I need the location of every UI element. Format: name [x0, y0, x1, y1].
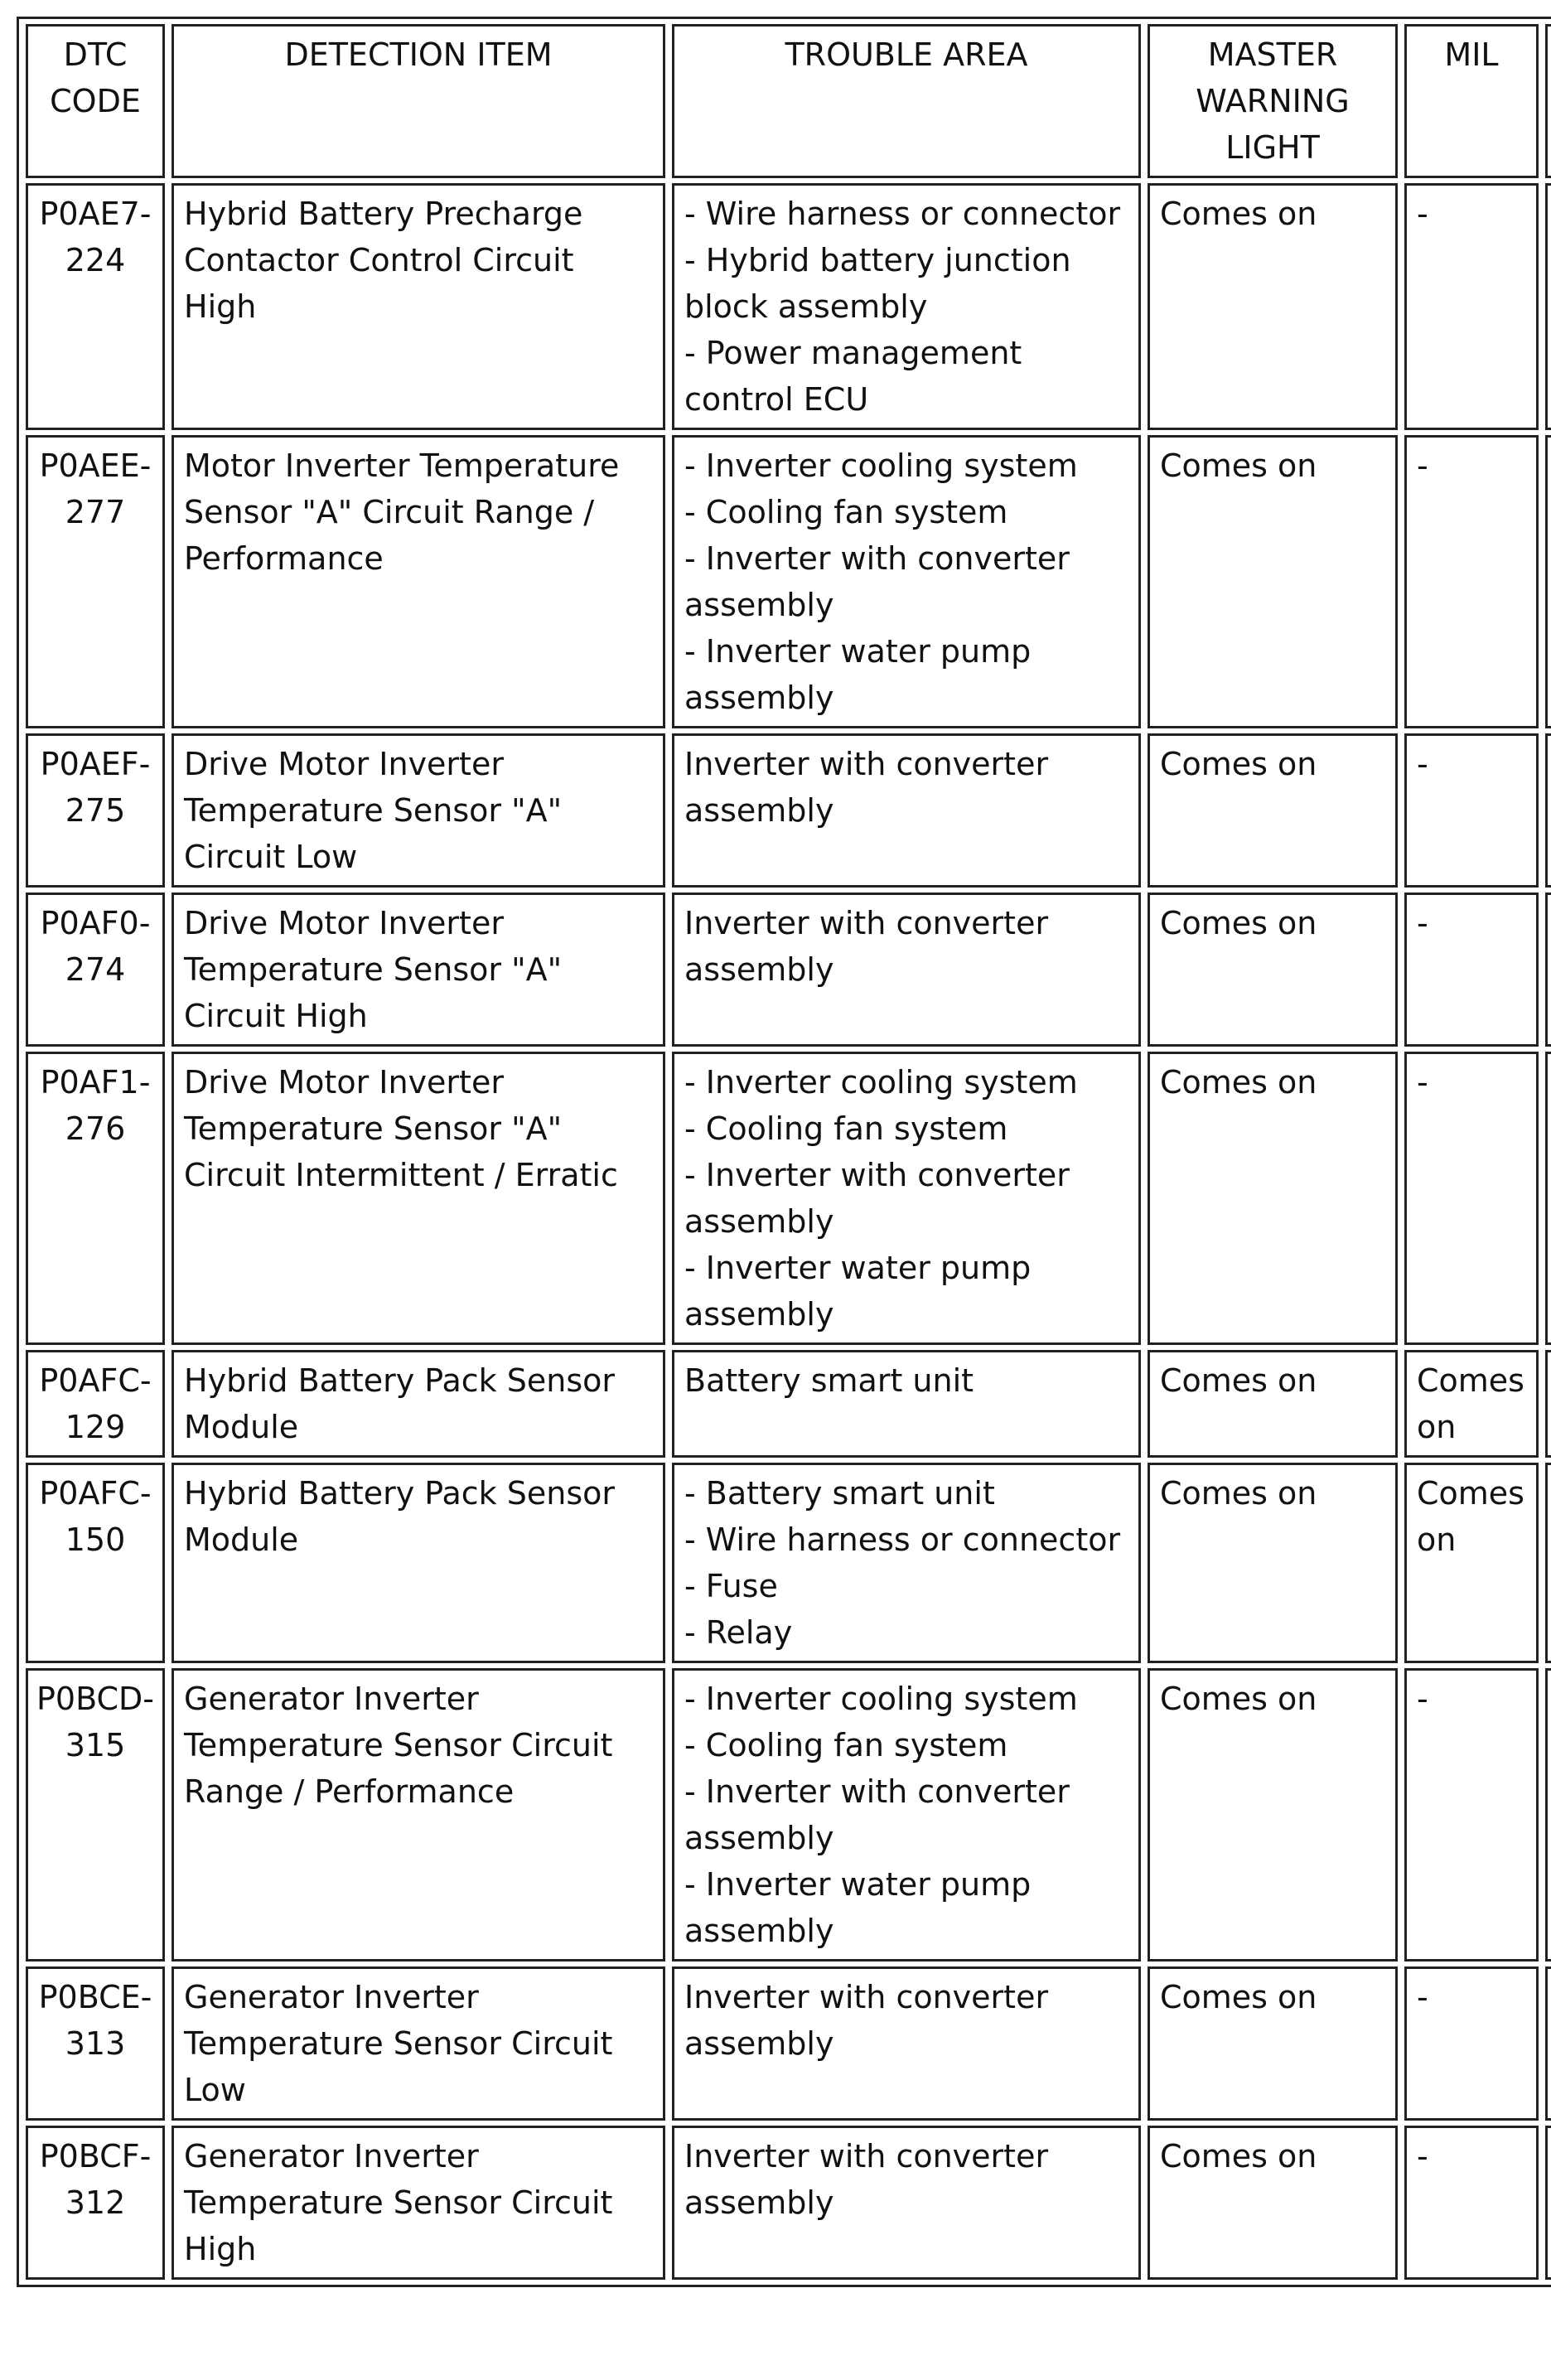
trouble-area-cell-line: assembly: [684, 587, 834, 623]
trouble-area-cell-line: assembly: [684, 1203, 834, 1240]
mil-cell-line: -: [1417, 447, 1428, 484]
trouble-area-cell: [672, 733, 1141, 888]
trouble-area-cell: [672, 435, 1141, 728]
trouble-area-cell-line: - Inverter cooling system: [684, 1064, 1078, 1101]
detection-item-cell-line: Hybrid Battery Pack Sensor: [184, 1475, 616, 1512]
trouble-area-cell-line: - Cooling fan system: [684, 1727, 1008, 1763]
detection-item-cell-line: Drive Motor Inverter: [184, 746, 504, 782]
detection-item-cell-line: Drive Motor Inverter: [184, 905, 504, 941]
master-warning-light-cell: Comes on: [1148, 733, 1398, 888]
dtc-code-cell-line: 315: [65, 1727, 126, 1763]
extra-column-cell: [1545, 892, 1551, 1047]
trouble-area-cell-line: - Relay: [684, 1614, 793, 1651]
table-row: [26, 1052, 1551, 1345]
mil-cell-line: -: [1417, 1681, 1428, 1717]
trouble-area-cell-line: - Battery smart unit: [684, 1475, 995, 1512]
extra-column-cell: [1545, 1966, 1551, 2121]
header-detection-item: DETECTION ITEM: [172, 24, 665, 178]
dtc-code-cell-line: 224: [65, 242, 126, 278]
master-warning-light-cell: Comes on: [1148, 435, 1398, 728]
detection-item-cell-line: Temperature Sensor Circuit: [184, 2025, 613, 2062]
trouble-area-cell-line: - Inverter water pump: [684, 1866, 1032, 1903]
dtc-code-cell-line: P0AEF-: [40, 746, 151, 782]
trouble-area-cell-line: Battery smart unit: [684, 1362, 974, 1399]
dtc-table: [17, 17, 1551, 2287]
detection-item-cell-line: Range / Performance: [184, 1773, 515, 1810]
header-extra-column: [1545, 24, 1551, 178]
detection-item-cell: [172, 183, 665, 430]
detection-item-cell-line: Hybrid Battery Precharge: [184, 196, 583, 232]
trouble-area-cell-line: - Power management: [684, 335, 1022, 371]
trouble-area-cell: [672, 1350, 1141, 1458]
trouble-area-cell-line: Inverter with converter: [684, 1979, 1049, 2015]
dtc-code-cell-line: P0AEE-: [39, 447, 152, 484]
header-trouble-area: TROUBLE AREA: [672, 24, 1141, 178]
dtc-code-cell-line: P0AF1-: [40, 1064, 151, 1101]
detection-item-cell-line: Motor Inverter Temperature: [184, 447, 620, 484]
trouble-area-cell: [672, 1668, 1141, 1962]
dtc-code-cell-line: P0AFC-: [39, 1362, 152, 1399]
mil-cell-line: on: [1417, 1521, 1457, 1558]
extra-column-cell: [1545, 435, 1551, 728]
trouble-area-cell-line: assembly: [684, 1296, 834, 1333]
dtc-code-cell: [26, 1052, 165, 1345]
table-row: [26, 733, 1551, 888]
detection-item-cell-line: Temperature Sensor "A": [184, 951, 563, 988]
table-row: [26, 2126, 1551, 2280]
trouble-area-cell-line: - Inverter with converter: [684, 540, 1070, 577]
trouble-area-cell-line: - Inverter cooling system: [684, 1681, 1078, 1717]
detection-item-cell-line: Temperature Sensor Circuit: [184, 2184, 613, 2221]
detection-item-cell-line: Generator Inverter: [184, 2138, 479, 2174]
detection-item-cell: [172, 2126, 665, 2280]
dtc-code-cell: [26, 892, 165, 1047]
trouble-area-cell-line: - Wire harness or connector: [684, 1521, 1121, 1558]
mil-cell: [1404, 1052, 1539, 1345]
detection-item-cell-line: Low: [184, 2072, 246, 2108]
detection-item-cell-line: Performance: [184, 540, 384, 577]
mil-cell: [1404, 183, 1539, 430]
mil-cell-line: -: [1417, 196, 1428, 232]
mil-cell: [1404, 2126, 1539, 2280]
dtc-code-cell-line: P0BCF-: [39, 2138, 152, 2174]
detection-item-cell-line: Contactor Control Circuit High: [184, 242, 574, 325]
trouble-area-cell-line: assembly: [684, 1820, 834, 1856]
trouble-area-cell: [672, 1463, 1141, 1663]
detection-item-cell-line: Module: [184, 1409, 299, 1445]
extra-column-cell: [1545, 2126, 1551, 2280]
dtc-code-cell: [26, 2126, 165, 2280]
mil-cell-line: Comes: [1417, 1362, 1524, 1399]
extra-column-cell: [1545, 183, 1551, 430]
trouble-area-cell-line: - Inverter cooling system: [684, 447, 1078, 484]
trouble-area-cell: [672, 183, 1141, 430]
mil-cell-line: -: [1417, 905, 1428, 941]
trouble-area-cell-line: assembly: [684, 1913, 834, 1949]
detection-item-cell-line: Module: [184, 1521, 299, 1558]
detection-item-cell: [172, 1463, 665, 1663]
mil-cell: [1404, 1463, 1539, 1663]
mil-cell: [1404, 435, 1539, 728]
master-warning-light-cell: Comes on: [1148, 892, 1398, 1047]
master-warning-light-cell: Comes on: [1148, 2126, 1398, 2280]
dtc-code-cell-line: 312: [65, 2184, 126, 2221]
dtc-code-cell: [26, 183, 165, 430]
detection-item-cell-line: Temperature Sensor "A": [184, 792, 563, 829]
table-row: [26, 1668, 1551, 1962]
trouble-area-cell-line: - Inverter water pump: [684, 633, 1032, 670]
table-row: [26, 1350, 1551, 1458]
trouble-area-cell-line: - Fuse: [684, 1568, 778, 1604]
detection-item-cell-line: Generator Inverter: [184, 1681, 479, 1717]
mil-cell: [1404, 733, 1539, 888]
detection-item-cell: [172, 1350, 665, 1458]
table-row: [26, 1966, 1551, 2121]
trouble-area-cell-line: assembly: [684, 2025, 834, 2062]
dtc-code-cell: [26, 1463, 165, 1663]
detection-item-cell-line: Circuit Low: [184, 839, 358, 875]
mil-cell: [1404, 1966, 1539, 2121]
master-warning-light-cell: Comes on: [1148, 1966, 1398, 2121]
detection-item-cell-line: Drive Motor Inverter: [184, 1064, 504, 1101]
trouble-area-cell-line: - Wire harness or connector: [684, 196, 1121, 232]
trouble-area-cell-line: assembly: [684, 2184, 834, 2221]
dtc-code-cell-line: 275: [65, 792, 126, 829]
trouble-area-cell: [672, 1966, 1141, 2121]
header-mil: MIL: [1404, 24, 1539, 178]
page: [17, 17, 1551, 2370]
extra-column-cell: [1545, 1668, 1551, 1962]
detection-item-cell-line: Generator Inverter: [184, 1979, 479, 2015]
trouble-area-cell-line: - Hybrid battery junction: [684, 242, 1071, 278]
dtc-code-cell-line: P0AE7-: [39, 196, 152, 232]
mil-cell: [1404, 1350, 1539, 1458]
mil-cell-line: on: [1417, 1409, 1457, 1445]
dtc-code-cell: [26, 1350, 165, 1458]
mil-cell-line: -: [1417, 1979, 1428, 2015]
trouble-area-cell-line: Inverter with converter: [684, 2138, 1049, 2174]
trouble-area-cell: [672, 2126, 1141, 2280]
trouble-area-cell: [672, 892, 1141, 1047]
trouble-area-cell-line: - Cooling fan system: [684, 1110, 1008, 1147]
detection-item-cell: [172, 435, 665, 728]
dtc-code-cell-line: 313: [65, 2025, 126, 2062]
master-warning-light-cell: Comes on: [1148, 1052, 1398, 1345]
detection-item-cell: [172, 1668, 665, 1962]
table-row: [26, 1463, 1551, 1663]
trouble-area-cell-line: - Inverter with converter: [684, 1773, 1070, 1810]
master-warning-light-cell: Comes on: [1148, 183, 1398, 430]
mil-cell-line: Comes: [1417, 1475, 1524, 1512]
detection-item-cell-line: Hybrid Battery Pack Sensor: [184, 1362, 616, 1399]
dtc-code-cell-line: P0BCD-: [36, 1681, 154, 1717]
trouble-area-cell-line: block assembly: [684, 288, 928, 325]
header-dtc-code: DTC CODE: [26, 24, 165, 178]
trouble-area-cell-line: control ECU: [684, 381, 869, 418]
dtc-code-cell-line: 274: [65, 951, 126, 988]
trouble-area-cell-line: Inverter with converter: [684, 905, 1049, 941]
extra-column-cell: [1545, 733, 1551, 888]
detection-item-cell: [172, 1052, 665, 1345]
dtc-code-cell-line: P0AFC-: [39, 1475, 152, 1512]
trouble-area-cell-line: assembly: [684, 680, 834, 716]
detection-item-cell-line: Temperature Sensor "A": [184, 1110, 563, 1147]
mil-cell-line: -: [1417, 746, 1428, 782]
dtc-code-cell: [26, 435, 165, 728]
detection-item-cell: [172, 892, 665, 1047]
detection-item-cell-line: Temperature Sensor Circuit: [184, 1727, 613, 1763]
dtc-code-cell-line: 129: [65, 1409, 126, 1445]
dtc-code-cell-line: 276: [65, 1110, 126, 1147]
detection-item-cell: [172, 1966, 665, 2121]
table-row: [26, 183, 1551, 430]
mil-cell-line: -: [1417, 1064, 1428, 1101]
header-master-warning-light: MASTER WARNING LIGHT: [1148, 24, 1398, 178]
mil-cell: [1404, 892, 1539, 1047]
mil-cell: [1404, 1668, 1539, 1962]
trouble-area-cell-line: assembly: [684, 792, 834, 829]
mil-cell-line: -: [1417, 2138, 1428, 2174]
trouble-area-cell-line: assembly: [684, 951, 834, 988]
dtc-code-cell: [26, 733, 165, 888]
dtc-code-cell-line: 277: [65, 494, 126, 530]
detection-item-cell-line: High: [184, 2231, 257, 2267]
extra-column-cell: [1545, 1463, 1551, 1663]
dtc-code-cell-line: P0AF0-: [40, 905, 151, 941]
master-warning-light-cell: Comes on: [1148, 1350, 1398, 1458]
master-warning-light-cell: Comes on: [1148, 1463, 1398, 1663]
extra-column-cell: [1545, 1350, 1551, 1458]
trouble-area-cell-line: - Inverter water pump: [684, 1250, 1032, 1286]
dtc-code-cell: [26, 1668, 165, 1962]
detection-item-cell-line: Sensor "A" Circuit Range /: [184, 494, 595, 530]
table-row: [26, 892, 1551, 1047]
trouble-area-cell-line: - Cooling fan system: [684, 494, 1008, 530]
detection-item-cell: [172, 733, 665, 888]
trouble-area-cell-line: Inverter with converter: [684, 746, 1049, 782]
trouble-area-cell: [672, 1052, 1141, 1345]
table-row: [26, 435, 1551, 728]
dtc-code-cell: [26, 1966, 165, 2121]
detection-item-cell-line: Circuit High: [184, 998, 368, 1034]
trouble-area-cell-line: - Inverter with converter: [684, 1157, 1070, 1193]
extra-column-cell: [1545, 1052, 1551, 1345]
dtc-code-cell-line: P0BCE-: [38, 1979, 152, 2015]
header-row: [26, 24, 1551, 178]
dtc-code-cell-line: 150: [65, 1521, 126, 1558]
master-warning-light-cell: Comes on: [1148, 1668, 1398, 1962]
detection-item-cell-line: Circuit Intermittent / Erratic: [184, 1157, 618, 1193]
